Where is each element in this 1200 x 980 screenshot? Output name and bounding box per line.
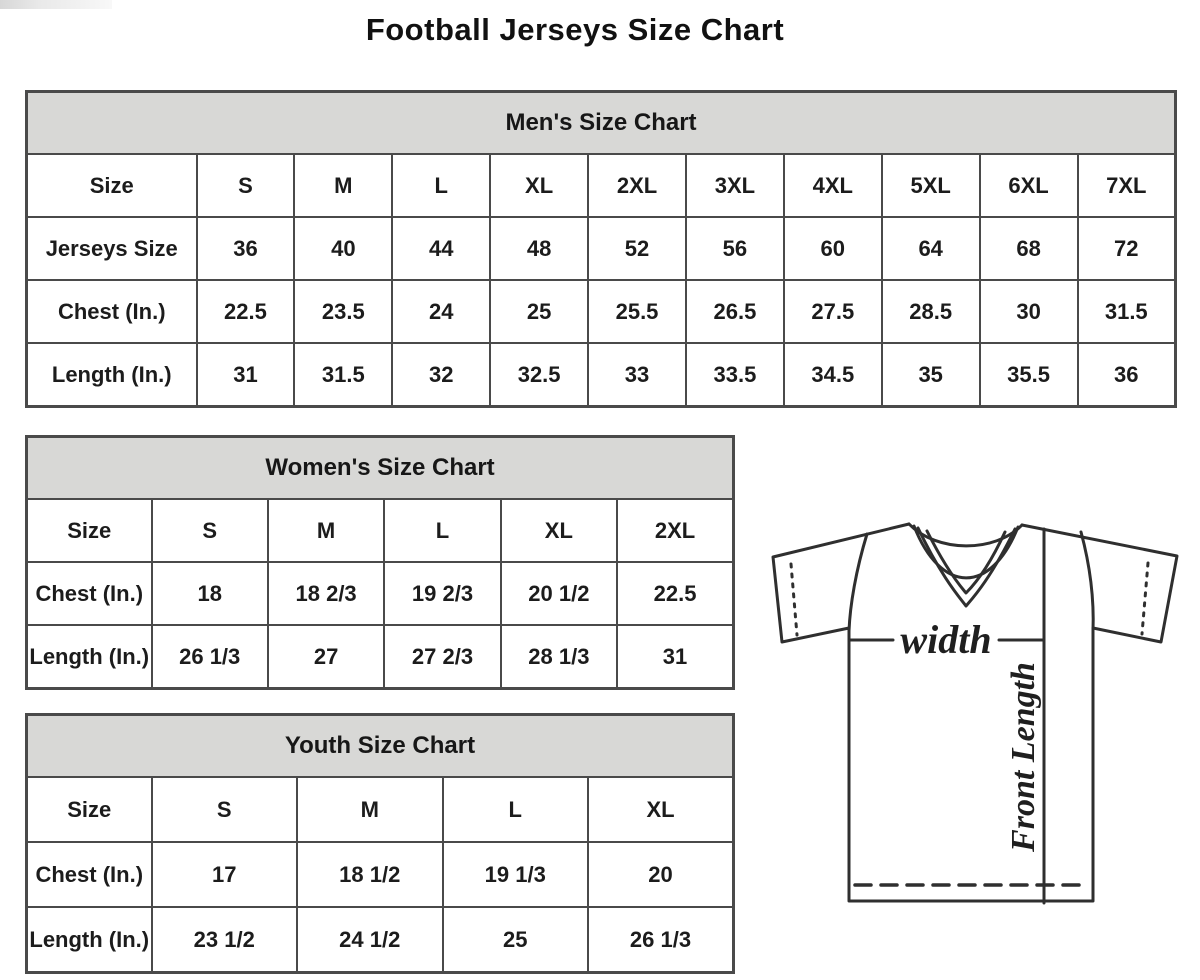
mens-value-cell: 27.5 bbox=[784, 280, 882, 343]
womens-value-cell: 18 bbox=[152, 562, 268, 625]
mens-value-cell: 24 bbox=[392, 280, 490, 343]
womens-value-cell: 28 1/3 bbox=[501, 625, 617, 689]
youth-value-cell: 26 1/3 bbox=[588, 907, 734, 973]
mens-value-cell: 36 bbox=[1078, 343, 1176, 407]
womens-value-cell: 18 2/3 bbox=[268, 562, 384, 625]
youth-value-cell: 18 1/2 bbox=[297, 842, 443, 907]
womens-value-cell: 27 bbox=[268, 625, 384, 689]
mens-value-cell: 22.5 bbox=[197, 280, 295, 343]
mens-size-header: S bbox=[197, 154, 295, 217]
mens-size-header: 5XL bbox=[882, 154, 980, 217]
youth-value-cell: 17 bbox=[152, 842, 298, 907]
left-cuff-dashed-line bbox=[791, 564, 797, 635]
womens-value-cell: 27 2/3 bbox=[384, 625, 500, 689]
womens-value-cell: 31 bbox=[617, 625, 733, 689]
youth-value-cell: 25 bbox=[443, 907, 589, 973]
youth-value-cell: 20 bbox=[588, 842, 734, 907]
youth-value-cell: 23 1/2 bbox=[152, 907, 298, 973]
womens-row-label: Size bbox=[27, 499, 152, 562]
mens-value-cell: 33.5 bbox=[686, 343, 784, 407]
youth-size-header: S bbox=[152, 777, 298, 842]
youth-size-header: M bbox=[297, 777, 443, 842]
mens-value-cell: 25.5 bbox=[588, 280, 686, 343]
mens-value-cell: 26.5 bbox=[686, 280, 784, 343]
mens-size-header: XL bbox=[490, 154, 588, 217]
womens-chart-title: Women's Size Chart bbox=[27, 437, 734, 500]
youth-size-table bbox=[25, 713, 735, 974]
mens-row-label: Size bbox=[27, 154, 197, 217]
left-armhole-seam bbox=[849, 534, 867, 631]
youth-size-header: XL bbox=[588, 777, 734, 842]
womens-size-header: XL bbox=[501, 499, 617, 562]
mens-value-cell: 56 bbox=[686, 217, 784, 280]
womens-size-header: S bbox=[152, 499, 268, 562]
youth-value-cell: 24 1/2 bbox=[297, 907, 443, 973]
youth-size-header: L bbox=[443, 777, 589, 842]
youth-row-label: Size bbox=[27, 777, 152, 842]
womens-value-cell: 20 1/2 bbox=[501, 562, 617, 625]
mens-size-header: 7XL bbox=[1078, 154, 1176, 217]
youth-chart-title: Youth Size Chart bbox=[27, 715, 734, 778]
jersey-diagram-svg bbox=[757, 495, 1200, 935]
mens-row-label: Length (In.) bbox=[27, 343, 197, 407]
youth-row-label: Length (In.) bbox=[27, 907, 152, 973]
mens-size-header: 3XL bbox=[686, 154, 784, 217]
scan-artifact bbox=[0, 0, 112, 9]
mens-value-cell: 31.5 bbox=[1078, 280, 1176, 343]
womens-row-label: Chest (In.) bbox=[27, 562, 152, 625]
right-cuff-dashed-line bbox=[1142, 563, 1148, 634]
mens-value-cell: 60 bbox=[784, 217, 882, 280]
youth-value-cell: 19 1/3 bbox=[443, 842, 589, 907]
page-title: Football Jerseys Size Chart bbox=[365, 12, 785, 47]
womens-row-label: Length (In.) bbox=[27, 625, 152, 689]
mens-size-header: 4XL bbox=[784, 154, 882, 217]
mens-value-cell: 68 bbox=[980, 217, 1078, 280]
mens-value-cell: 34.5 bbox=[784, 343, 882, 407]
mens-value-cell: 52 bbox=[588, 217, 686, 280]
womens-size-table bbox=[25, 435, 735, 690]
mens-size-header: 6XL bbox=[980, 154, 1078, 217]
mens-value-cell: 30 bbox=[980, 280, 1078, 343]
mens-value-cell: 64 bbox=[882, 217, 980, 280]
mens-row-label: Chest (In.) bbox=[27, 280, 197, 343]
mens-chart-title: Men's Size Chart bbox=[27, 92, 1176, 155]
mens-value-cell: 33 bbox=[588, 343, 686, 407]
womens-size-header: M bbox=[268, 499, 384, 562]
mens-value-cell: 25 bbox=[490, 280, 588, 343]
mens-value-cell: 36 bbox=[197, 217, 295, 280]
mens-value-cell: 28.5 bbox=[882, 280, 980, 343]
mens-value-cell: 31 bbox=[197, 343, 295, 407]
womens-size-header: L bbox=[384, 499, 500, 562]
jersey-measurement-diagram bbox=[757, 495, 1200, 935]
front-length-label: Front Length bbox=[1005, 662, 1042, 852]
womens-size-header: 2XL bbox=[617, 499, 733, 562]
width-label: width bbox=[900, 617, 992, 662]
mens-value-cell: 48 bbox=[490, 217, 588, 280]
mens-value-cell: 32.5 bbox=[490, 343, 588, 407]
womens-value-cell: 19 2/3 bbox=[384, 562, 500, 625]
mens-size-header: M bbox=[294, 154, 392, 217]
mens-value-cell: 72 bbox=[1078, 217, 1176, 280]
mens-value-cell: 40 bbox=[294, 217, 392, 280]
mens-value-cell: 31.5 bbox=[294, 343, 392, 407]
womens-value-cell: 22.5 bbox=[617, 562, 733, 625]
mens-value-cell: 35 bbox=[882, 343, 980, 407]
mens-size-header: L bbox=[392, 154, 490, 217]
mens-row-label: Jerseys Size bbox=[27, 217, 197, 280]
right-armhole-seam bbox=[1081, 532, 1093, 631]
mens-value-cell: 35.5 bbox=[980, 343, 1078, 407]
mens-value-cell: 23.5 bbox=[294, 280, 392, 343]
mens-value-cell: 32 bbox=[392, 343, 490, 407]
womens-value-cell: 26 1/3 bbox=[152, 625, 268, 689]
mens-size-header: 2XL bbox=[588, 154, 686, 217]
mens-size-table bbox=[25, 90, 1177, 408]
youth-row-label: Chest (In.) bbox=[27, 842, 152, 907]
mens-value-cell: 44 bbox=[392, 217, 490, 280]
